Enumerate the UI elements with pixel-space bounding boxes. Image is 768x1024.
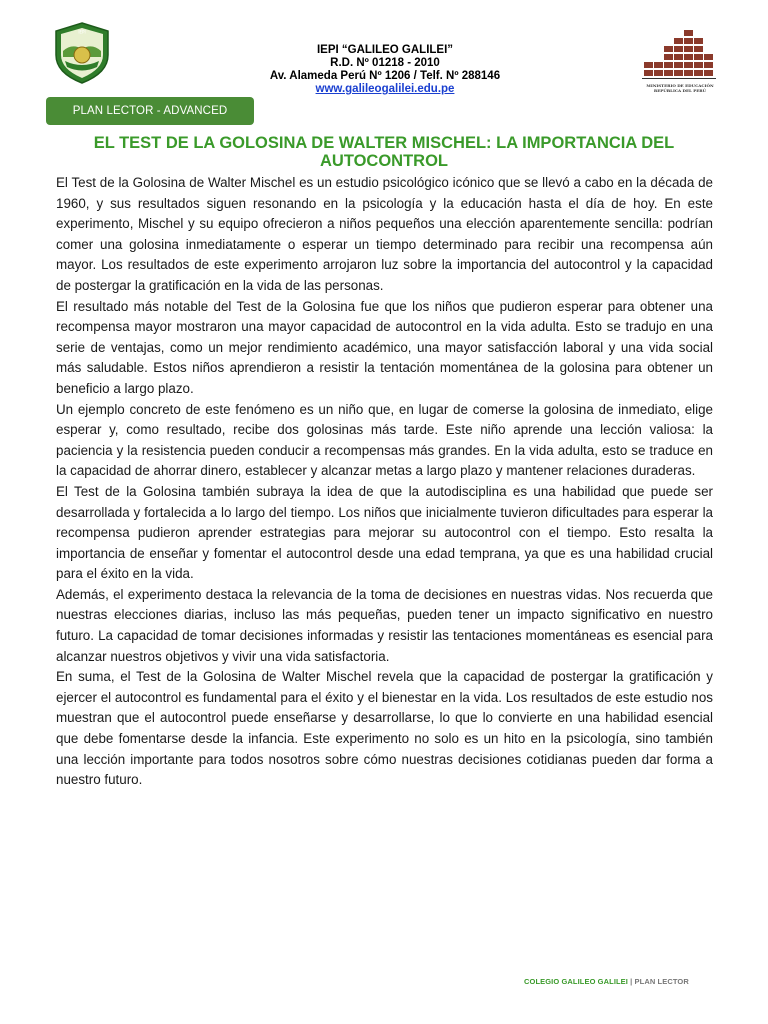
school-name: IEPI “GALILEO GALILEI” [316,44,454,56]
footer-separator: | [630,977,633,986]
paragraph: En suma, el Test de la Golosina de Walter Mischel revela que la capacidad de postergar la gratificación y ejercer el autocontrol es fundamental para el éxito y el bienestar en la vida. Los resultados de este estudio nos muestran que el autocontrol puede enseñarse y desarrollarse, lo que lo convierte en una habilidad esencial que debe fomentarse desde la infancia. Este experimento no solo es un hito en la psicología, sino también una lección importante para todos nosotros sobre cómo nuestras decisiones cotidianas pueden dar forma a nuestro futuro. [56,669,713,788]
footer-section: PLAN LECTOR [634,977,689,986]
ministry-of-education-logo [640,28,720,84]
paragraph: El resultado más notable del Test de la Golosina fue que los niños que pudieron esperar para obtener una recompensa mayor mostraron una mayor capacidad de autocontrol en la vida adulta. Esto se tradujo en una serie de ventajas, como un mejor rendimiento académico, una mayor satisfacción laboral y una vida social más saludable. Estos niños aprendieron a resistir la tentación momentánea de la golosina para obtener un beneficio a largo plazo. [56,298,713,396]
website-link[interactable]: www.galileogalilei.edu.pe [315,83,455,95]
page-footer [524,977,689,986]
ministry-caption: MINISTERIO DE EDUCACIÓN REPÚBLICA DEL PERÚ [646,83,714,93]
address-phone: Av. Alameda Perú Nº 1206 / Telf. Nº 288146 [269,70,501,82]
article-body [56,173,713,791]
paragraph: El Test de la Golosina también subraya la idea de que la autodisciplina es una habilidad que puede ser desarrollada y fortalecida a lo largo del tiempo. Los niños que inicialmente tuvieron dificultades para esperar la recompensa pudieron aprender estrategias para mejorar su autocontrol con el tiempo. Esto resalta la importancia de enseñar y fomentar el autocontrol desde una edad temprana, ya que es una habilidad crucial para el éxito en la vida. [56,483,713,582]
school-crest-icon [50,21,114,85]
paragraph: Además, el experimento destaca la relevancia de la toma de decisiones en nuestras vidas. Nos recuerda que nuestras elecciones diarias, incluso las más pequeñas, pueden tener un impacto significativo en nuestro futuro. La capacidad de tomar decisiones informadas y resistir las tentaciones momentáneas es esencial para alcanzar nuestros objetivos y vivir una vida satisfactoria. [56,586,713,664]
svg-text:IEPI: IEPI [78,29,86,35]
paragraph: El Test de la Golosina de Walter Mischel es un estudio psicológico icónico que se llevó a cabo en la década de 1960, y sus resultados siguen resonando en la psicología y la educación hasta el día de hoy. En este experimento, Mischel y su equipo ofrecieron a niños pequeños una elección aparentemente sencilla: podrían comer una golosina inmediatamente o esperar un tiempo determinado para recibir una recompensa aún mayor. Los resultados de este experimento arrojaron luz sobre la importancia del autocontrol y la capacidad de postergar la gratificación en la vida de las personas. [56,175,713,293]
resolution-number: R.D. Nº 01218 - 2010 [330,57,440,69]
document-title: EL TEST DE LA GOLOSINA DE WALTER MISCHEL: LA IMPORTANCIA DEL AUTOCONTROL [93,134,675,170]
plan-lector-badge: PLAN LECTOR - ADVANCED [46,97,254,125]
footer-school: COLEGIO GALILEO GALILEI [524,977,628,986]
school-header [240,44,530,96]
paragraph: Un ejemplo concreto de este fenómeno es un niño que, en lugar de comerse la golosina de inmediato, elige esperar y, como resultado, recibe dos golosinas más tarde. Este niño aprende una lección valiosa: la paciencia y la resistencia pueden conducir a recompensas más grandes. En la vida adulta, esto se traduce en la capacidad de ahorrar dinero, establecer y alcanzar metas a largo plazo y mantener relaciones duraderas. [56,401,713,479]
